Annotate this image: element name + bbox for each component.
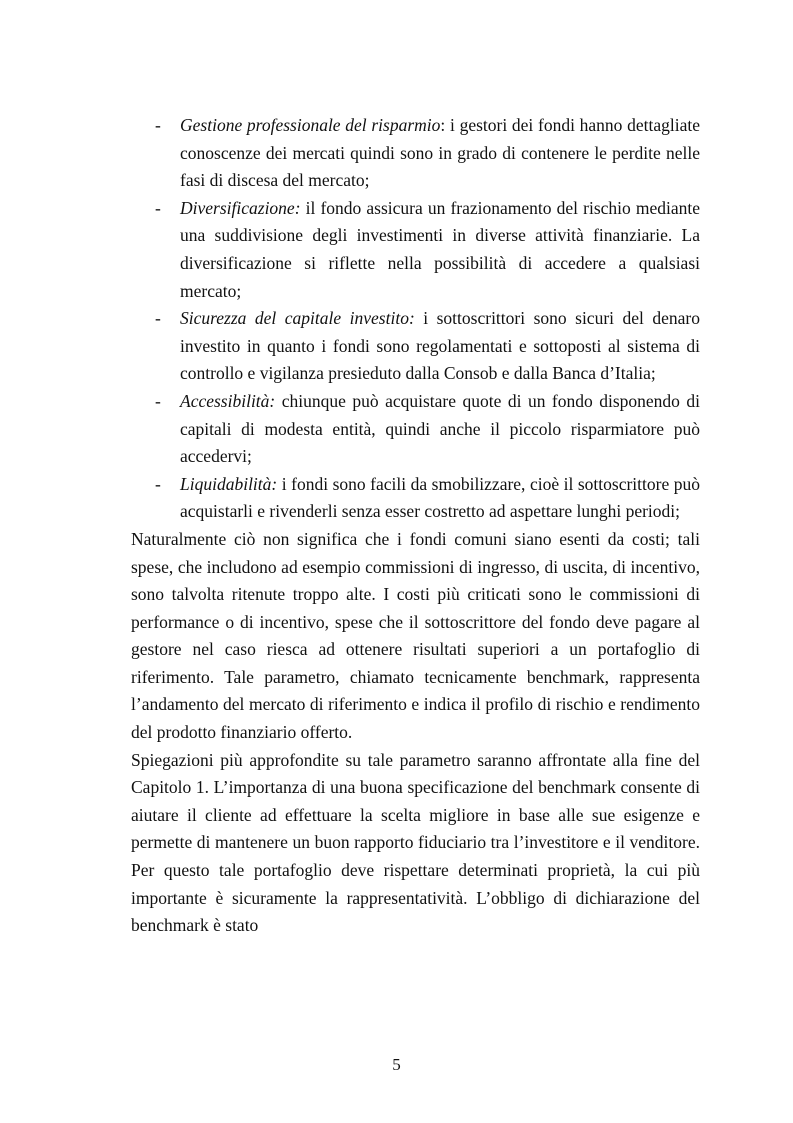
list-item-text: i fondi sono facili da smobilizzare, cioè il sottoscrittore può acquistarli e rivenderli senza esser costretto ad aspettare lunghi periodi; [180, 473, 700, 522]
list-item-term: Accessibilità: [180, 390, 276, 411]
list-item [131, 112, 700, 195]
list-item-text: : i gestori dei fondi hanno dettagliate conoscenze dei mercati quindi sono in grado di contenere le perdite nelle fasi di discesa del mercato; [180, 115, 700, 191]
list-dash: - [155, 115, 161, 135]
body-paragraph: Spiegazioni più approfondite su tale parametro saranno affrontate alla fine del Capitolo 1. L’importanza di una buona specificazione del benchmark consente di aiutare il cliente ad effettuare la scelta migliore in base alle sue esigenze e permette di mantenere un buon rapporto fiduciario tra l’investitore e il venditore. Per questo tale portafoglio deve rispettare determinati proprietà, la cui più importante è sicuramente la rappresentatività. L’obbligo di dichiarazione del benchmark è stato [131, 749, 700, 936]
list-item-text: i sottoscrittori sono sicuri del denaro investito in quanto i fondi sono regolamentati e sottoposti al sistema di controllo e vigilanza presieduto dalla Consob e dalla Banca d’Italia; [180, 308, 700, 384]
list-item [131, 471, 700, 526]
list-dash: - [155, 308, 161, 329]
list-item [131, 195, 700, 305]
page-number: 5 [392, 1055, 401, 1074]
list-dash: - [155, 473, 161, 494]
list-dash: - [155, 390, 161, 411]
list-item-term: Diversificazione: [180, 197, 301, 218]
list-item-text: il fondo assicura un frazionamento del rischio mediante una suddivisione degli investimenti in diverse attività finanziarie. La diversificazione si riflette nella possibilità di accedere a qualsiasi mercato; [180, 197, 700, 301]
body-paragraph: Naturalmente ciò non significa che i fondi comuni siano esenti da costi; tali spese, che includono ad esempio commissioni di ingresso, di uscita, di incentivo, sono talvolta ritenute troppo alte. I costi più criticati sono le commissioni di performance o di incentivo, spese che il sottoscrittore del fondo deve pagare al gestore nel caso riesca ad ottenere risultati superiori a un portafoglio di riferimento. Tale parametro, chiamato tecnicamente benchmark, rappresenta l’andamento del mercato di riferimento e indica il profilo di rischio e rendimento del prodotto finanziario offerto. [131, 528, 700, 743]
list-item [131, 388, 700, 471]
list-item-text: chiunque può acquistare quote di un fondo disponendo di capitali di modesta entità, quindi anche il piccolo risparmiatore può accedervi; [180, 390, 700, 467]
list-item-term: Gestione professionale del risparmio [180, 115, 441, 135]
features-list [131, 112, 700, 526]
list-item-term: Sicurezza del capitale investito: [180, 308, 415, 329]
list-item-term: Liquidabilità: [180, 473, 278, 494]
list-item [131, 305, 700, 388]
page-body [131, 112, 700, 940]
list-dash: - [155, 197, 161, 218]
